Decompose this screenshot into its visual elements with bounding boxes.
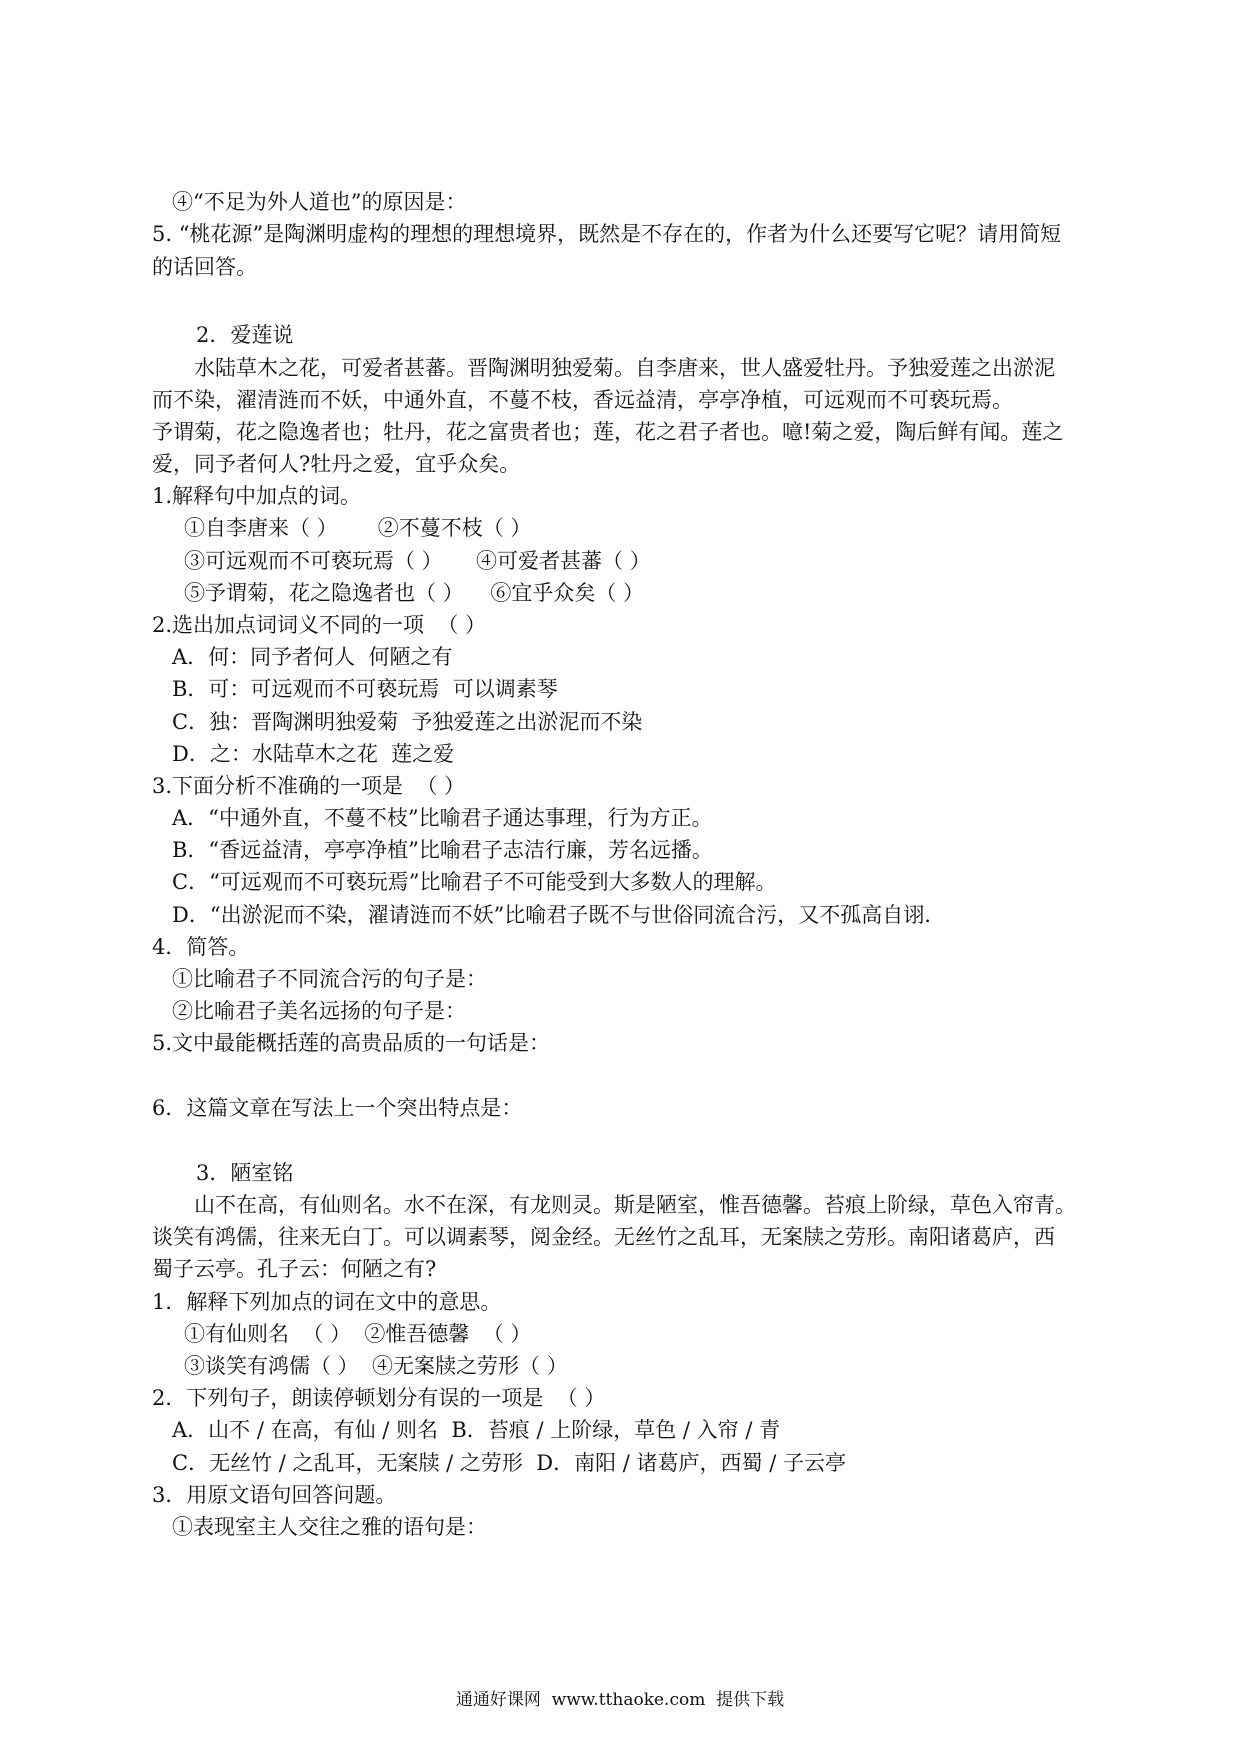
option-line: C．无丝竹 / 之乱耳，无案牍 / 之劳形 D．南阳 / 诸葛庐，西蜀 / 子云亭 — [172, 1451, 846, 1475]
question-line: 5.文中最能概括莲的高贵品质的一句话是： — [152, 1031, 551, 1055]
question-line: 2．下列句子，朗读停顿划分有误的一项是 （ ） — [152, 1386, 606, 1410]
passage-line: 水陆草木之花，可爱者甚蕃。晋陶渊明独爱菊。自李唐来，世人盛爱牡丹。予独爱莲之出淤泥 — [194, 356, 1055, 380]
option-line: A．山不 / 在高，有仙 / 则名 B．苔痕 / 上阶绿，草色 / 入帘 / 青 — [172, 1418, 781, 1442]
option-line: ①有仙则名 （ ） ②惟吾德馨 （ ） — [184, 1322, 532, 1346]
option-line: ①自李唐来（ ） ②不蔓不枝（ ） — [184, 516, 532, 540]
option-line: C．“可远观而不可亵玩焉”比喻君子不可能受到大多数人的理解。 — [172, 870, 777, 894]
question-line: 2.选出加点词词义不同的一项 （ ） — [152, 613, 487, 637]
option-line: ③谈笑有鸿儒（ ） ④无案牍之劳形（ ） — [184, 1354, 568, 1378]
passage-line: 蜀子云亭。孔子云：何陋之有? — [152, 1257, 437, 1281]
passage-line: 爱，同予者何人?牡丹之爱，宜乎众矣。 — [152, 452, 521, 476]
passage-line: 山不在高，有仙则名。水不在深，有龙则灵。斯是陋室，惟吾德馨。苔痕上阶绿，草色入帘青。 — [194, 1193, 1076, 1217]
question-line: 5. “桃花源”是陶渊明虚构的理想的理想境界，既然是不存在的，作者为什么还要写它呢？请用简短 — [152, 222, 1062, 246]
option-line: C．独：晋陶渊明独爱菊 予独爱莲之出淤泥而不染 — [172, 710, 643, 734]
question-line: 1.解释句中加点的词。 — [152, 484, 362, 508]
option-line: B．可：可远观而不可亵玩焉 可以调素琴 — [172, 677, 558, 701]
question-line: 6．这篇文章在写法上一个突出特点是： — [152, 1096, 523, 1120]
section-heading: 2．爱莲说 — [196, 323, 294, 347]
option-line: ②比喻君子美名远扬的句子是： — [172, 999, 466, 1023]
option-line: A．何：同予者何人 何陋之有 — [172, 645, 453, 669]
question-line: 3．用原文语句回答问题。 — [152, 1483, 397, 1507]
passage-line: 而不染，濯清涟而不妖，中通外直，不蔓不枝，香远益清，亭亭净植，可远观而不可亵玩焉。 — [152, 388, 1013, 412]
text-line: 的话回答。 — [152, 255, 257, 279]
text-line: ④“不足为外人道也”的原因是： — [172, 190, 467, 214]
option-line: D．之：水陆草木之花 莲之爱 — [172, 742, 455, 766]
section-heading: 3．陋室铭 — [196, 1161, 294, 1185]
question-line: 4．简答。 — [152, 935, 250, 959]
option-line: ①比喻君子不同流合污的句子是： — [172, 967, 487, 991]
option-line: B．“香远益清，亭亭净植”比喻君子志洁行廉，芳名远播。 — [172, 838, 713, 862]
option-line: ③可远观而不可亵玩焉（ ） ④可爱者甚蕃（ ） — [184, 549, 651, 573]
question-line: 1．解释下列加点的词在文中的意思。 — [152, 1290, 502, 1314]
option-line: ①表现室主人交往之雅的语句是： — [172, 1515, 487, 1539]
option-line: A．“中通外直，不蔓不枝”比喻君子通达事理，行为方正。 — [172, 806, 713, 830]
page-footer: 通通好课网 www.tthaoke.com 提供下载 — [455, 1690, 785, 1710]
passage-line: 谈笑有鸿儒，往来无白丁。可以调素琴，阅金经。无丝竹之乱耳，无案牍之劳形。南阳诸葛庐，西 — [152, 1225, 1055, 1249]
passage-line: 予谓菊，花之隐逸者也；牡丹，花之富贵者也；莲，花之君子者也。噫!菊之爱，陶后鲜有闻。莲之 — [152, 420, 1064, 444]
option-line: ⑤予谓菊，花之隐逸者也（ ） ⑥宜乎众矣（ ） — [184, 581, 645, 605]
question-line: 3.下面分析不准确的一项是 （ ） — [152, 774, 466, 798]
option-line: D．“出淤泥而不染，濯请涟而不妖”比喻君子既不与世俗同流合污，又不孤高自诩. — [172, 903, 931, 927]
